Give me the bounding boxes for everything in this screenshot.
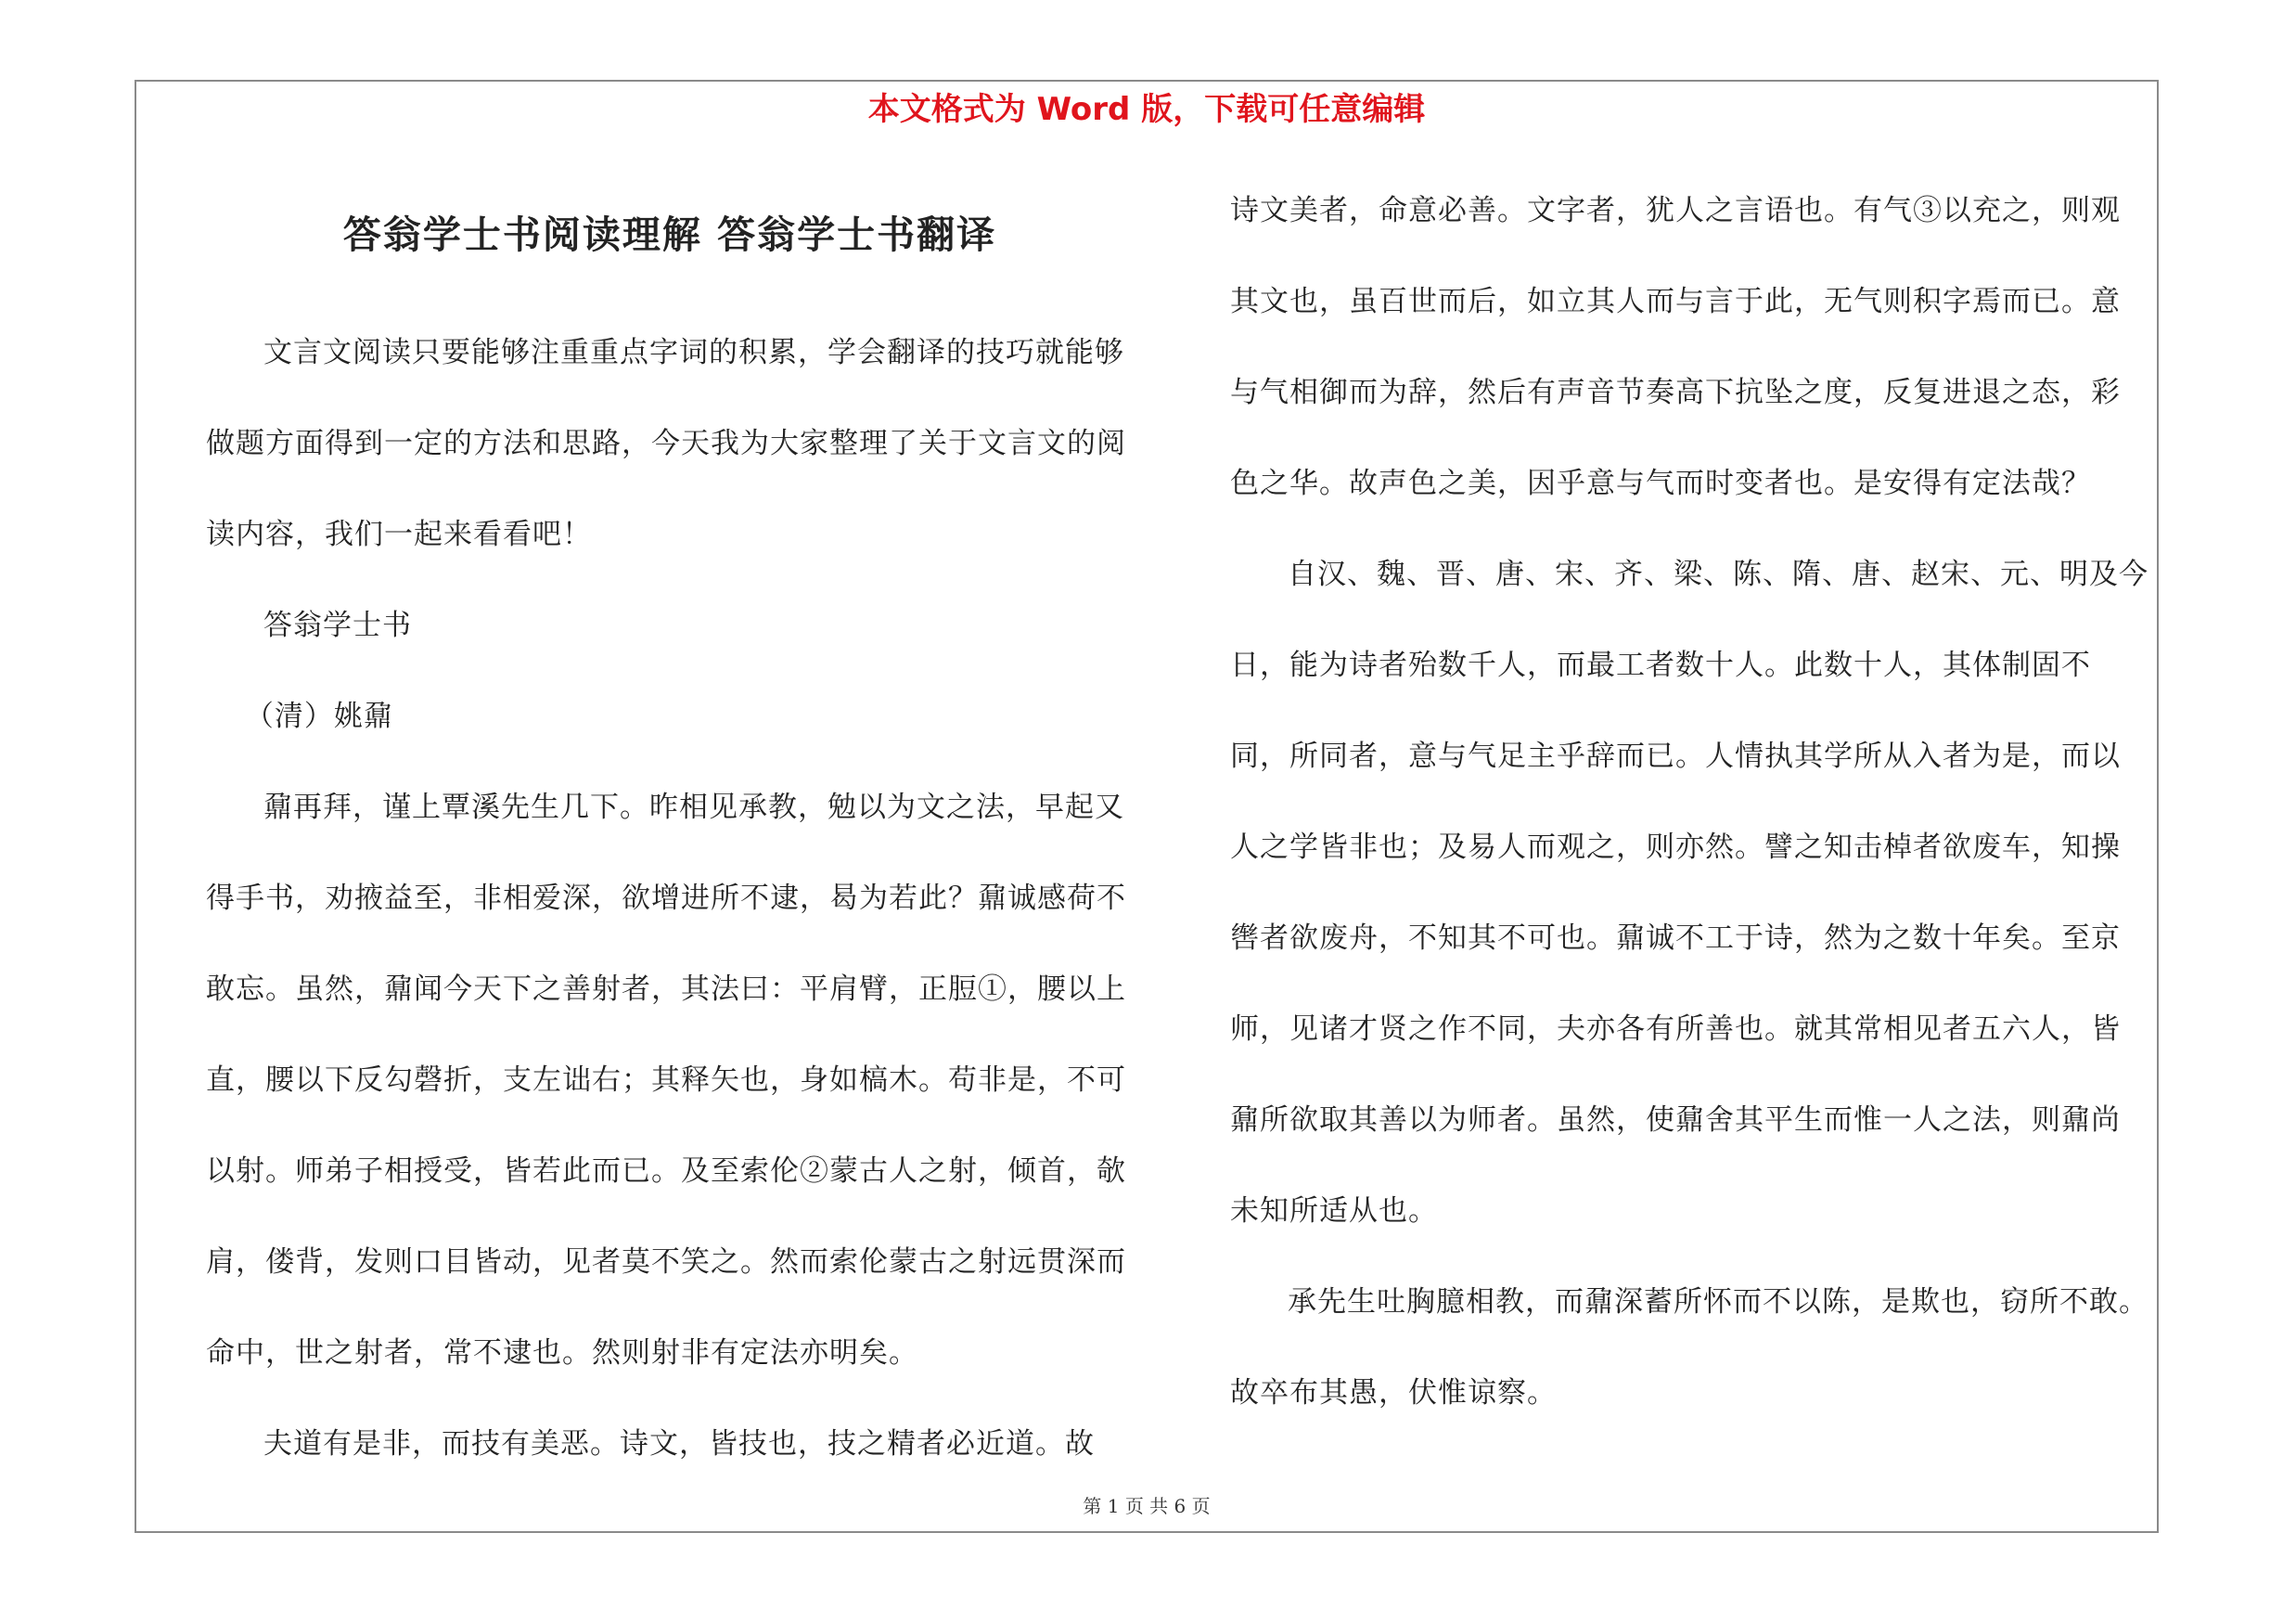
- body-paragraph-1: 鼐再拜，谨上覃溪先生几下。昨相见承教，勉以为文之法，早起又得手书，劝掖益至，非相爱深，欲增进所不逮，曷为若此？鼐诚感荷不敢忘。虽然，鼐闻今天下之善射者，其法曰：平肩臂，正脰①，腰以上直，腰以下反勾磬折，支左诎右；其释矢也，身如槁木。苟非是，不可以射。师弟子相授受，皆若此而已。及至索伦②蒙古人之射，倾首，欹肩，偻背，发则口目皆动，见者莫不笑之。然而索伦蒙古之射远贯深而命中，世之射者，常不逮也。然则射非有定法亦明矣。: [206, 791, 1126, 1370]
- format-banner: 本文格式为 Word 版，下载可任意编辑: [867, 91, 1426, 128]
- para1-block: [206, 762, 1134, 1398]
- body-paragraph-2-end: 诗文美者，命意必善。文字者，犹人之言语也。有气③以充之，则观其文也，虽百世而后，如立其人而与言于此，无气则积字焉而已。意与气相御而为辞，然后有声音节奏高下抗坠之度，反复进退之态，彩色之华。故声色之美，因乎意与气而时变者也。是安得有定法哉？: [1230, 194, 2121, 500]
- para4-block: [1230, 1256, 2148, 1438]
- document-title: 答翁学士书阅读理解 答翁学士书翻译: [342, 213, 997, 257]
- work-title: 答翁学士书: [263, 609, 412, 642]
- para3-block: [1230, 529, 2148, 1256]
- work-title-block: [206, 580, 1134, 671]
- author-line: （清）姚鼐: [244, 700, 393, 733]
- body-paragraph-2-start: 夫道有是非，而技有美恶。诗文，皆技也，技之精者必近道。故: [263, 1427, 1095, 1461]
- intro-paragraph: 文言文阅读只要能够注重重点字词的积累，学会翻译的技巧就能够做题方面得到一定的方法和思路，今天我为大家整理了关于文言文的阅读内容，我们一起来看看吧！: [206, 336, 1126, 551]
- para2-end-block: [1230, 165, 2148, 529]
- author-block: [206, 671, 1134, 762]
- page-number-footer: 第 1 页 共 6 页: [1083, 1495, 1211, 1517]
- para2-start-block: [206, 1398, 1134, 1489]
- body-paragraph-3: 自汉、魏、晋、唐、宋、齐、梁、陈、隋、唐、赵宋、元、明及今日，能为诗者殆数千人，而最工者数十人。此数十人，其体制固不同，所同者，意与气足主乎辞而已。人情执其学所从入者为是，而以人之学皆非也；及易人而观之，则亦然。譬之知击棹者欲废车，知操辔者欲废舟，不知其不可也。鼐诚不工于诗，然为之数十年矣。至京师，见诸才贤之作不同，夫亦各有所善也。就其常相见者五六人，皆鼐所欲取其善以为师者。虽然，使鼐舍其平生而惟一人之法，则鼐尚未知所适从也。: [1230, 558, 2148, 1228]
- body-paragraph-4: 承先生吐胸臆相教，而鼐深蓄所怀而不以陈，是欺也，窃所不敢。故卒布其愚，伏惟谅察。: [1230, 1285, 2148, 1410]
- intro-paragraph-block: [206, 307, 1134, 580]
